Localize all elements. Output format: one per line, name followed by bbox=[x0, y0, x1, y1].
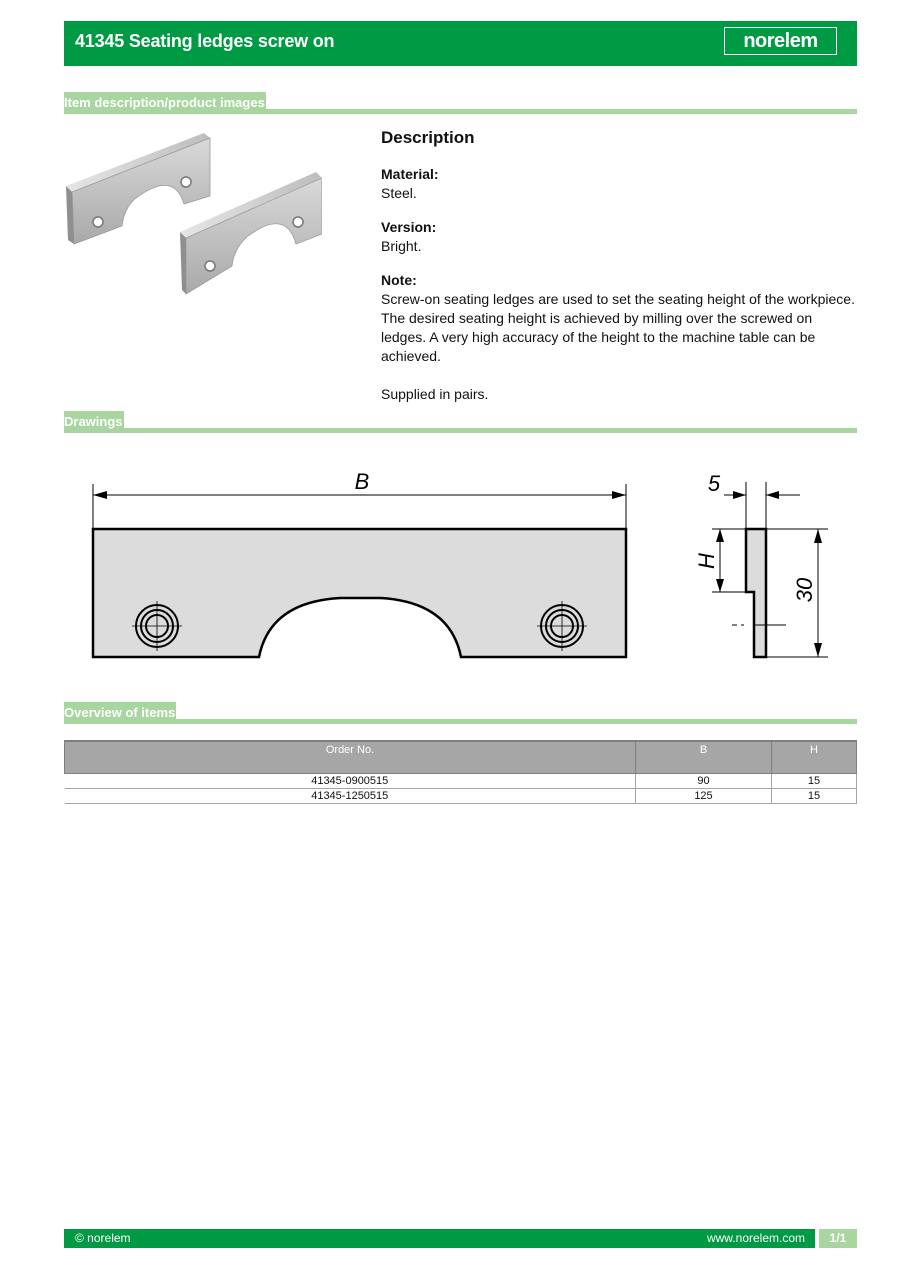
section-drawings bbox=[64, 409, 857, 433]
section-title: Overview of items bbox=[64, 702, 176, 724]
h-cell: 15 bbox=[772, 789, 857, 804]
description-heading: Description bbox=[381, 128, 475, 147]
norelem-logo bbox=[724, 27, 837, 55]
page-title: 41345 Seating ledges screw on bbox=[75, 31, 335, 51]
footer-url[interactable]: www.norelem.com bbox=[706, 1231, 805, 1245]
material-value: Steel. bbox=[381, 185, 417, 201]
page-footer bbox=[64, 1229, 857, 1248]
table-row bbox=[65, 789, 857, 804]
table-header-row bbox=[65, 741, 857, 774]
column-header-b: B bbox=[636, 741, 772, 774]
h-cell: 15 bbox=[772, 774, 857, 789]
side-view-drawing bbox=[690, 462, 840, 667]
front-view-drawing bbox=[80, 462, 640, 667]
note-block bbox=[381, 271, 861, 366]
material-label: Material: bbox=[381, 166, 439, 182]
section-title: Drawings bbox=[64, 411, 124, 433]
b-cell: 90 bbox=[636, 774, 772, 789]
page-number: 1/1 bbox=[819, 1229, 857, 1248]
items-table bbox=[64, 740, 857, 804]
column-header-h: H bbox=[772, 741, 857, 774]
version-block bbox=[381, 218, 861, 256]
order-no-cell: 41345-0900515 bbox=[65, 774, 636, 789]
footer-copyright: © norelem bbox=[75, 1231, 131, 1245]
page-header bbox=[64, 21, 857, 66]
section-overview bbox=[64, 700, 857, 724]
order-no-cell: 41345-1250515 bbox=[65, 789, 636, 804]
note-text: Screw-on seating ledges are used to set the seating height of the workpiece. The desired seating height is achieved by milling over the screwed on ledges. A very high accuracy of the height to the machine table can be achieved. bbox=[381, 291, 855, 364]
material-block bbox=[381, 165, 861, 203]
description-panel bbox=[381, 128, 861, 404]
dimension-h-label: H bbox=[694, 553, 719, 569]
supplied-text: Supplied in pairs. bbox=[381, 386, 489, 402]
version-label: Version: bbox=[381, 219, 437, 235]
section-title: Item description/product images bbox=[64, 92, 266, 114]
note-label: Note: bbox=[381, 272, 417, 288]
logo-text: norelem bbox=[743, 30, 818, 52]
dimension-b-label: B bbox=[354, 469, 370, 494]
b-cell: 125 bbox=[636, 789, 772, 804]
version-value: Bright. bbox=[381, 238, 422, 254]
table-row bbox=[65, 774, 857, 789]
dimension-30-label: 30 bbox=[792, 577, 817, 603]
dimension-5-label: 5 bbox=[707, 471, 721, 496]
product-image bbox=[64, 128, 322, 298]
column-header-order-no: Order No. bbox=[65, 741, 636, 774]
section-item-description bbox=[64, 90, 857, 114]
